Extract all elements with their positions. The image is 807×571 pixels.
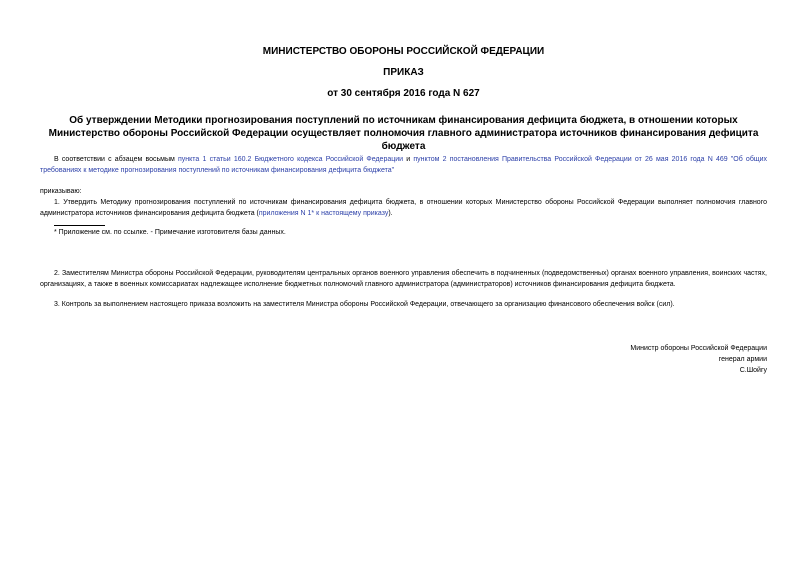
- preamble-text-2: и: [403, 156, 414, 163]
- signatory-name: С.Шойгу: [739, 367, 767, 374]
- order-item-2: 2. Заместителям Министра обороны Российской Федерации, руководителям центральных органов военного управления обеспечить в подчиненных (подведомственных) органах военного управления, воинских частях, организациях, а также в военных комиссариатах надлежащее исполнение бюджетных полномочий главного администратора (администраторов) источников финансирования дефицита бюджета.: [40, 270, 767, 288]
- document-type-heading: ПРИКАЗ: [383, 67, 424, 78]
- order-item-1-text: 1. Утвердить Методику прогнозирования поступлений по источникам финансирования дефицита бюджета, в отношении которых Министерство обороны Российской Федерации выполняет полномочия главного администратора источников финансирования дефицита бюджета (: [40, 199, 767, 217]
- signatory-position: Министр обороны Российской Федерации: [630, 345, 767, 352]
- order-item-1-text-end: ).: [388, 209, 393, 217]
- signatory-rank: генерал армии: [718, 356, 767, 363]
- preamble-paragraph: [40, 155, 767, 176]
- order-verb: приказываю:: [40, 188, 82, 195]
- ministry-heading: МИНИСТЕРСТВО ОБОРОНЫ РОССИЙСКОЙ ФЕДЕРАЦИИ: [262, 46, 545, 57]
- government-resolution-link[interactable]: пунктом 2 постановления Правительства Российской Федерации от 26 мая 2016 года N 469 "Об общих требованиях к методике прогнозирования поступлений по источникам финансирования дефицита бюджета": [40, 156, 767, 174]
- budget-code-link[interactable]: пункта 1 статьи 160.2 Бюджетного кодекса Российской Федерации: [178, 156, 404, 163]
- preamble-text-1: В соответствии с абзацем восьмым: [54, 156, 178, 163]
- appendix-link[interactable]: приложения N 1* к настоящему приказу: [258, 209, 389, 217]
- order-item-1: [40, 198, 767, 219]
- document-title: Об утверждении Методики прогнозирования поступлений по источникам финансирования дефицита бюджета, в отношении которых Министерство обороны Российской Федерации осуществляет полномочия главного администратора источников финансирования дефицита бюджета: [48, 115, 759, 152]
- footnote: * Приложение см. по ссылке. - Примечание изготовителя базы данных.: [54, 229, 286, 236]
- document-date-number: от 30 сентября 2016 года N 627: [327, 88, 480, 99]
- footnote-divider: [54, 225, 105, 226]
- order-item-3: 3. Контроль за выполнением настоящего приказа возложить на заместителя Министра обороны Российской Федерации, отвечающего за организацию финансового обеспечения войск (сил).: [54, 301, 675, 308]
